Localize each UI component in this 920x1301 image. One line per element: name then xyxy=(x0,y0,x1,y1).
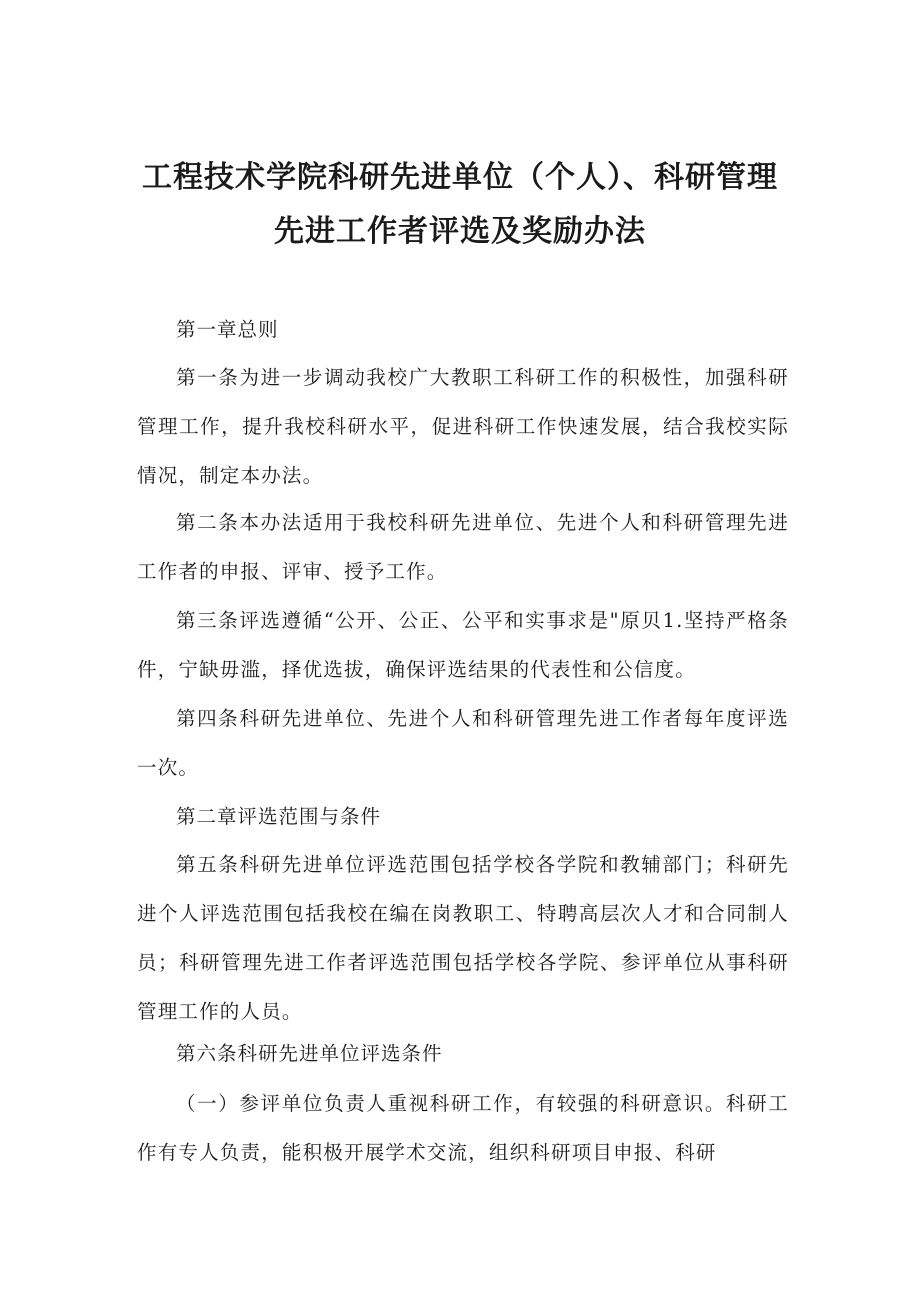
chapter-heading: 第一章总则 xyxy=(176,318,279,341)
article-paragraph: 第四条科研先进单位、先进个人和科研管理先进工作者每年度评选一次。 xyxy=(137,707,789,779)
article-paragraph: （一）参评单位负责人重视科研工作，有较强的科研意识。科研工作有专人负责，能积极开展学术交流，组织科研项目申报、科研 xyxy=(137,1092,789,1164)
article-paragraph: 第二条本办法适用于我校科研先进单位、先进个人和科研管理先进工作者的申报、评审、授予工作。 xyxy=(137,511,789,583)
article-paragraph: 第六条科研先进单位评选条件 xyxy=(176,1042,443,1065)
chapter-heading: 第二章评选范围与条件 xyxy=(176,805,382,828)
article-paragraph: 第三条评选遵循“公开、公正、公平和实事求是"原贝1.坚持严格条件，宁缺毋滥，择优选拔，确保评选结果的代表性和公信度。 xyxy=(137,609,789,681)
document-title-line-2: 先进工作者评选及奖励办法 xyxy=(274,214,646,249)
document-title-line-1: 工程技术学院科研先进单位（个人）、科研管理 xyxy=(142,160,778,195)
article-paragraph: 第一条为进一步调动我校广大教职工科研工作的积极性，加强科研管理工作，提升我校科研水平，促进科研工作快速发展，结合我校实际情况，制定本办法。 xyxy=(137,366,789,487)
article-paragraph: 第五条科研先进单位评选范围包括学校各学院和教辅部门；科研先进个人评选范围包括我校在编在岗教职工、特聘高层次人才和合同制人员；科研管理先进工作者评选范围包括学校各学院、参评单位从事科研管理工作的人员。 xyxy=(137,853,789,1023)
